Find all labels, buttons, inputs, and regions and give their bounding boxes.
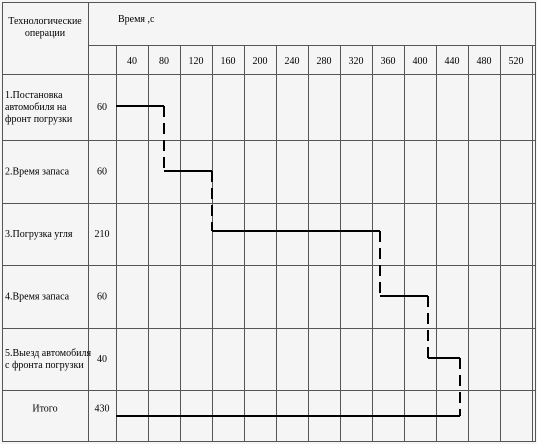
operation-label: автомобиля на [5,102,67,113]
duration-value: 60 [97,166,107,178]
tick-label: 200 [252,56,268,67]
total-label: Итого [32,403,58,415]
duration-value: 210 [94,229,110,240]
tick-label: 280 [316,56,332,67]
tick-label: 80 [159,56,169,67]
total-duration-value: 430 [94,403,110,415]
operation-label: 3.Погрузка угля [5,229,73,240]
operation-label: 4.Время запаса [5,291,70,303]
table-border [3,3,536,442]
operations-header-line2: операции [24,28,66,39]
tick-label: 160 [220,56,236,67]
operation-label: фронт погрузки [5,114,73,125]
operation-label: с фронта погрузки [5,360,84,371]
duration-value: 60 [97,102,107,113]
operation-label: 5.Выезд автомобиля [5,348,92,359]
duration-value: 40 [97,354,107,365]
tick-label: 120 [188,56,204,67]
tick-label: 360 [380,56,396,67]
tick-label: 320 [348,56,364,67]
time-header: Время ,с [118,14,155,25]
operation-label: 2.Время запаса [5,166,70,178]
tick-label: 240 [284,56,300,67]
tick-label: 400 [412,56,428,67]
tick-label: 40 [127,56,137,67]
tick-label: 480 [476,56,492,67]
tick-label: 440 [444,56,460,67]
duration-value: 60 [97,291,107,303]
operation-label: 1.Постановка [5,90,63,101]
operations-header-line1: Технологические [8,16,82,27]
tick-label: 520 [508,56,524,67]
